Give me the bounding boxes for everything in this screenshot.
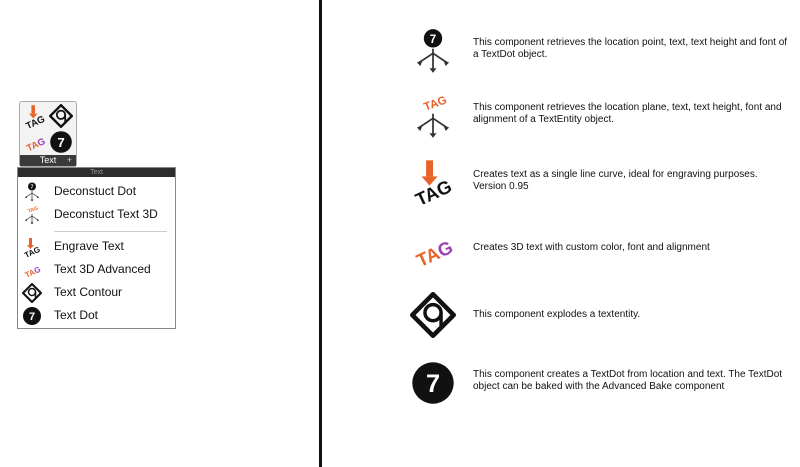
engrave-text-icon[interactable] [23, 104, 47, 128]
menu-separator [54, 231, 167, 232]
menu-item-label: Text 3D Advanced [54, 262, 151, 276]
text-toolbar-panel [19, 101, 77, 167]
description-row-text-dot [410, 358, 800, 408]
menu-item-label: Engrave Text [54, 239, 124, 253]
component-description: Creates text as a single line curve, ideal for engraving purposes. Version 0.95 [473, 169, 758, 192]
engrave-text-icon [410, 158, 456, 204]
text-dot-icon [22, 306, 42, 326]
menu-item-deconstuct-dot[interactable] [18, 181, 175, 203]
toolbar-footer[interactable] [20, 155, 76, 166]
toolbar-title: Text [39, 155, 57, 165]
component-description: This component retrieves the location plane, text, text height, font and alignment of a TextEntity object. [473, 102, 782, 125]
description-row-deconstruct-dot [410, 28, 800, 78]
menu-item-label: Deconstuct Text 3D [54, 207, 158, 221]
text3d-advanced-icon [22, 260, 42, 280]
component-description: This component explodes a textentity. [473, 309, 641, 320]
component-description: This component retrieves the location point, text, text height and font of a TextDot object. [473, 37, 788, 60]
text3d-advanced-icon [410, 226, 456, 272]
description-row-text-contour [410, 292, 800, 342]
description-row-engrave-text [410, 158, 800, 208]
text-contour-icon [22, 283, 42, 303]
menu-item-label: Deconstuct Dot [54, 184, 137, 198]
menu-item-text-contour[interactable] [18, 282, 175, 304]
text-dot-icon [410, 360, 456, 406]
menu-item-text-3d-advanced[interactable] [18, 259, 175, 281]
panel-divider [319, 0, 322, 467]
description-row-deconstruct-text3d [410, 93, 800, 143]
text-dot-icon[interactable] [49, 130, 73, 154]
deconstruct-dot-icon [22, 182, 42, 202]
component-description: Creates 3D text with custom color, font and alignment [473, 242, 710, 253]
deconstruct-text3d-icon [410, 93, 456, 139]
description-row-text3d-advanced [410, 226, 800, 276]
menu-item-label: Text Contour [54, 285, 123, 299]
expand-icon[interactable]: + [66, 155, 72, 165]
menu-item-deconstuct-text-3d[interactable] [18, 204, 175, 226]
text-contour-icon [410, 292, 456, 338]
menu-item-label: Text Dot [54, 308, 99, 322]
menu-item-text-dot[interactable] [18, 305, 175, 327]
deconstruct-text3d-icon [22, 205, 42, 225]
text3d-advanced-icon[interactable] [23, 130, 47, 154]
text-dropdown-menu [17, 167, 176, 329]
component-description: This component creates a TextDot from location and text. The TextDot object can be baked with the Advanced Bake component [473, 369, 783, 392]
deconstruct-dot-icon [410, 28, 456, 74]
menu-item-engrave-text[interactable] [18, 236, 175, 258]
menu-header: Text [18, 168, 175, 177]
engrave-text-icon [22, 237, 42, 257]
text-contour-icon[interactable] [49, 104, 73, 128]
